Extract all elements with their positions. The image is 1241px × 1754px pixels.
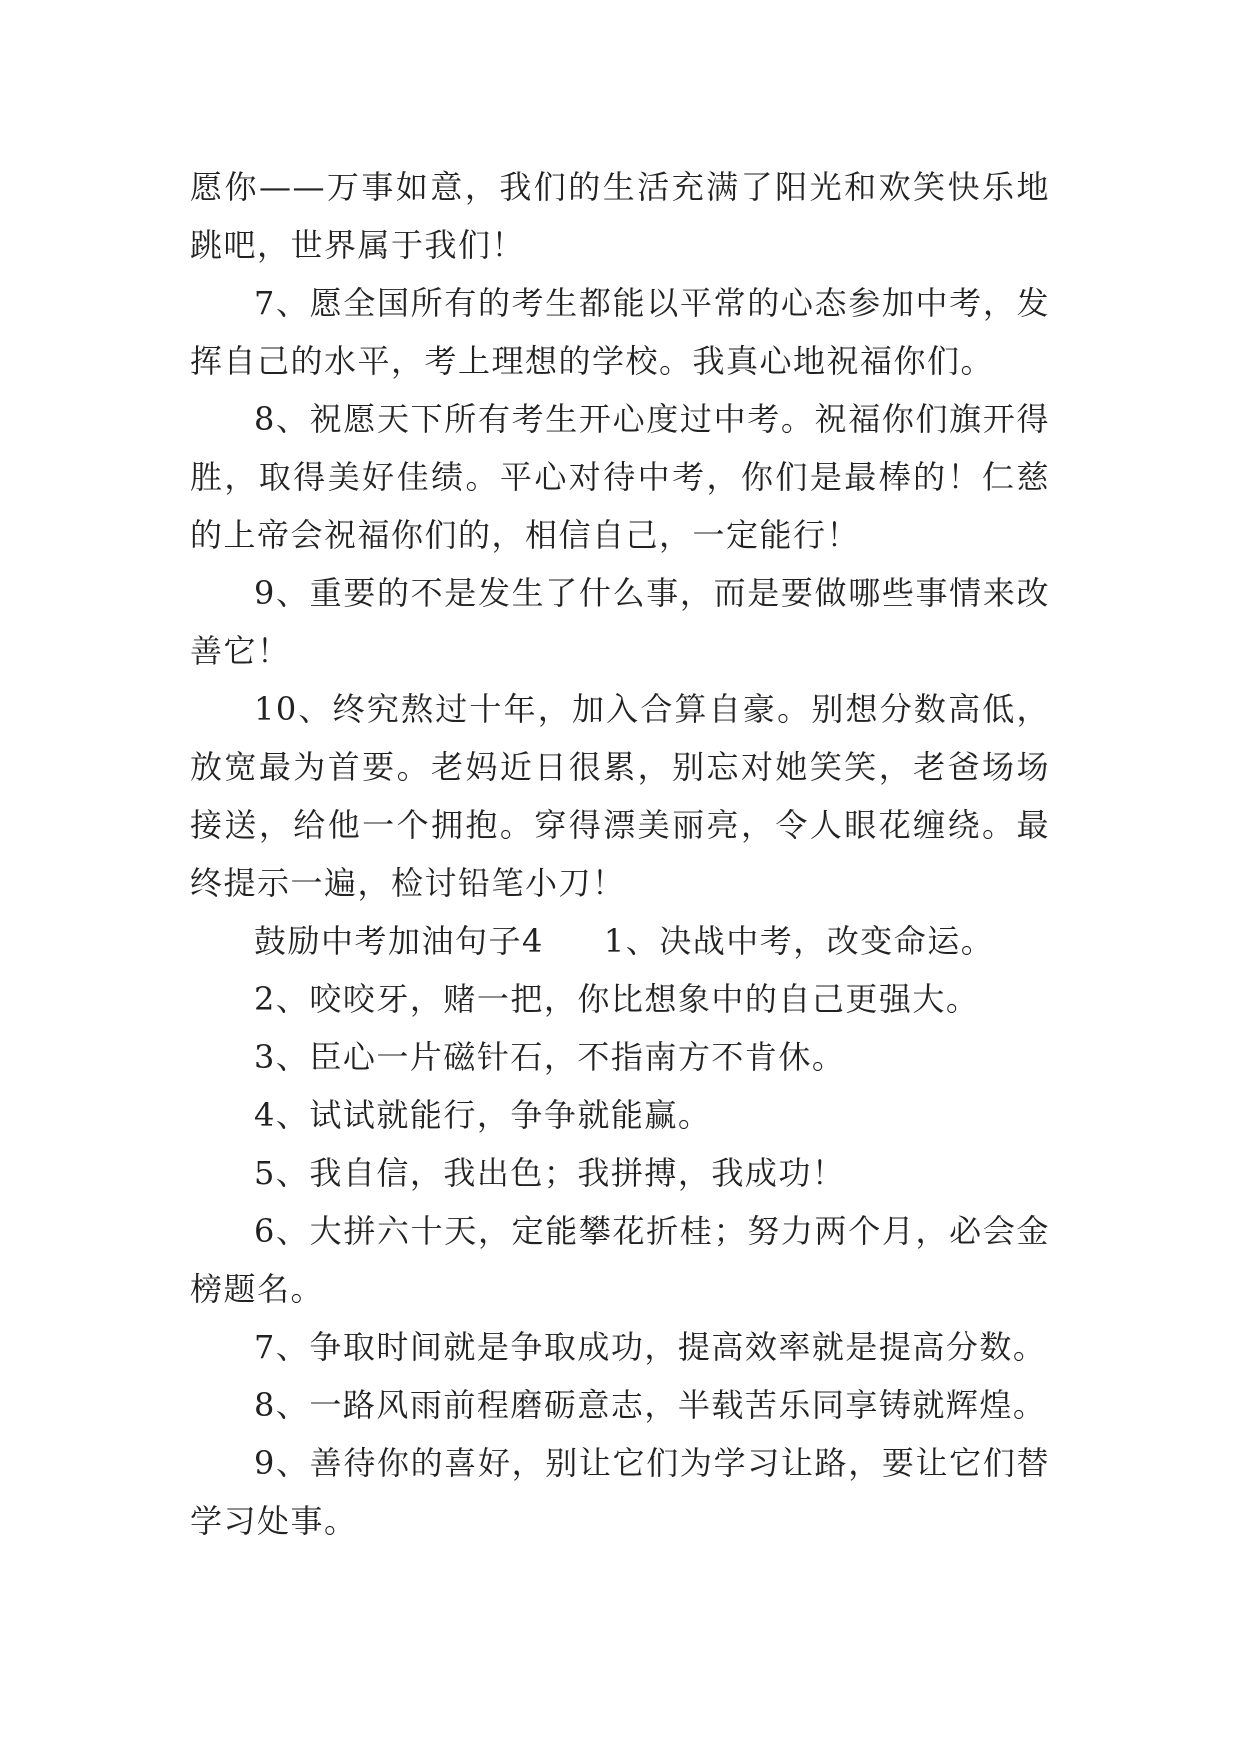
list-item: 4、试试就能行，争争就能赢。 [254, 1096, 712, 1134]
paragraph-4: 9、重要的不是发生了什么事，而是要做哪些事情来改善它！ [190, 574, 1050, 670]
section-first-item: 1、决战中考，改变命运。 [603, 922, 995, 960]
section-heading-line [190, 912, 1050, 970]
list-item: 6、大拼六十天，定能攀花折桂；努力两个月，必会金榜题名。 [190, 1212, 1050, 1308]
paragraph-1: 愿你——万事如意，我们的生活充满了阳光和欢笑快乐地跳吧，世界属于我们！ [190, 168, 1050, 264]
list-item: 3、臣心一片磁针石，不指南方不肯休。 [254, 1038, 846, 1076]
list-item: 2、咬咬牙，赌一把，你比想象中的自己更强大。 [254, 980, 980, 1018]
list-item: 9、善待你的喜好，别让它们为学习让路，要让它们替学习处事。 [190, 1444, 1050, 1540]
paragraph-2: 7、愿全国所有的考生都能以平常的心态参加中考，发挥自己的水平，考上理想的学校。我真心地祝福你们。 [190, 284, 1050, 380]
section-heading: 鼓励中考加油句子4 [254, 922, 544, 960]
paragraph-3: 8、祝愿天下所有考生开心度过中考。祝福你们旗开得胜，取得美好佳绩。平心对待中考，你们是最棒的！仁慈的上帝会祝福你们的，相信自己，一定能行！ [190, 400, 1050, 554]
list-item: 8、一路风雨前程磨砺意志，半载苦乐同享铸就辉煌。 [254, 1386, 1047, 1424]
document-body [190, 158, 1050, 1550]
paragraph-5: 10、终究熬过十年，加入合算自豪。别想分数高低，放宽最为首要。老妈近日很累，别忘对她笑笑，老爸场场接送，给他一个拥抱。穿得漂美丽亮，令人眼花缠绕。最终提示一遍，检讨铅笔小刀！ [190, 690, 1050, 902]
list-item: 5、我自信，我出色；我拼搏，我成功！ [254, 1154, 846, 1192]
list-item: 7、争取时间就是争取成功，提高效率就是提高分数。 [254, 1328, 1047, 1366]
